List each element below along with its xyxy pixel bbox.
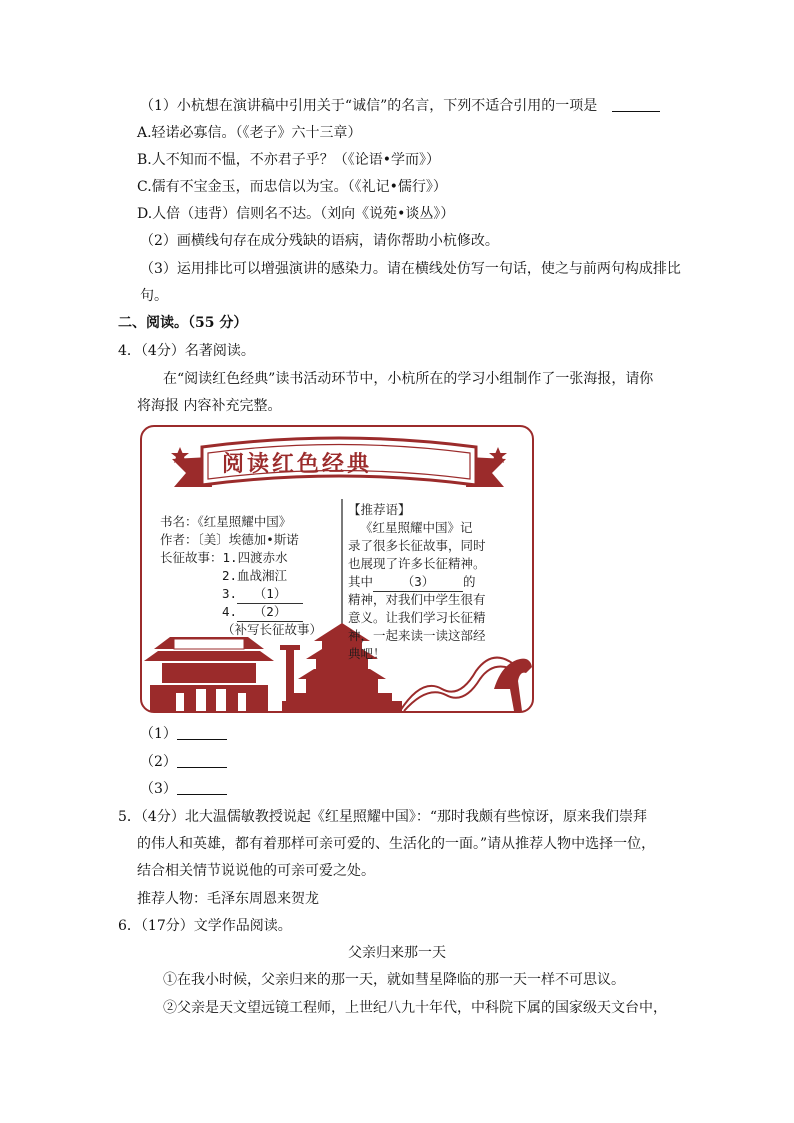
recommendation-line: 神，一起来读一读这部经 [348,628,486,643]
q3-sub3-line2: 句。 [140,288,168,304]
q4-para-line1: 在“阅读红色经典”读书活动环节中，小杭所在的学习小组制作了一张海报，请你 [163,371,654,387]
answer-blank[interactable] [612,97,660,112]
answer-blank[interactable] [177,725,227,740]
poster-story-line1: 长征故事：1.四渡赤水 [160,550,288,565]
reading-poster [140,425,534,713]
article-title: 父亲归来那一天 [348,945,446,961]
poster-blank-3[interactable]: （3） [373,573,463,592]
recommendation-line: 录了很多长征故事，同时 [348,538,486,553]
answer-blank[interactable] [177,753,227,768]
recommendation-line: 也展现了许多长征精神。 [348,556,486,571]
q3-sub3-line1: （3）运用排比可以增强演讲的感染力。请在横线处仿写一句话，使之与前两句构成排比 [140,261,681,277]
q5-line2: 的伟人和英雄，都有着那样可亲可爱的、生活化的一面。”请从推荐人物中选择一位， [137,836,656,852]
poster-blank-2[interactable]: （2） [237,603,303,622]
article-paragraph-2: ②父亲是天文望远镜工程师，上世纪八九十年代，中科院下属的国家级天文台中， [163,1000,667,1016]
q5-line3: 结合相关情节说说他的可亲可爱之处。 [137,863,375,879]
q5-recommended-people: 推荐人物：毛泽东周恩来贺龙 [137,891,319,907]
recommendation-line: 意义。让我们学习长征精 [348,610,486,625]
recommendation-line: 《红星照耀中国》记 [360,520,473,535]
poster-fill-note: （补写长征故事） [222,622,323,637]
poster-blank-1[interactable]: （1） [237,585,303,604]
poster-book-name: 书名：《红星照耀中国》 [160,514,292,529]
poster-story3: 3. （1） [222,585,303,604]
q5-line1: 5．（4分）北大温儒敏教授说起《红星照耀中国》：“那时我颇有些惊讶，原来我们崇拜 [118,809,647,825]
q6-header: 6．（17分）文学作品阅读。 [118,918,292,934]
answer-row-1: （1） [140,724,227,744]
article-paragraph-1: ①在我小时候，父亲归来的那一天，就如彗星降临的那一天一样不可思议。 [163,972,625,988]
poster-title: 阅读红色经典 [222,452,373,477]
q3-sub1: （1）小杭想在演讲稿中引用关于“诚信”的名言，下列不适合引用的一项是 [140,96,660,116]
option-b: B.人不知而不愠，不亦君子乎？（《论语•学而》） [137,152,440,168]
gate-tower-illustration [144,637,274,711]
answer-blank[interactable] [177,780,227,795]
recommendation-line: 典吧！ [348,646,386,661]
answer-row-2: （2） [140,752,227,772]
recommendation-line: 精神，对我们中学生很有 [348,592,486,607]
option-c: C.儒有不宝金玉，而忠信以为宝。（《礼记•儒行》） [137,179,447,195]
poster-story4: 4. （2） [222,603,303,622]
answer-row-3: （3） [140,779,227,799]
q4-header: 4．（4分）名著阅读。 [118,343,255,359]
section-heading: 二、阅读。（55 分） [118,315,248,331]
q3-sub2: （2）画横线句存在成分残缺的语病，请你帮助小杭修改。 [140,233,499,249]
poster-story2: 2.血战湘江 [222,568,288,583]
option-a: A.轻诺必寡信。（《老子》六十三章） [137,125,362,141]
option-d: D.人倍（违背）信则名不达。（刘向《说苑•谈丛》） [137,206,455,222]
poster-author: 作者：〔美〕埃德加•斯诺 [160,532,299,547]
recommendation-title: 【推荐语】 [348,502,411,517]
recommendation-line: 其中 （3） 的 [348,573,476,592]
q4-para-line2: 将海报 内容补充完整。 [137,398,282,414]
